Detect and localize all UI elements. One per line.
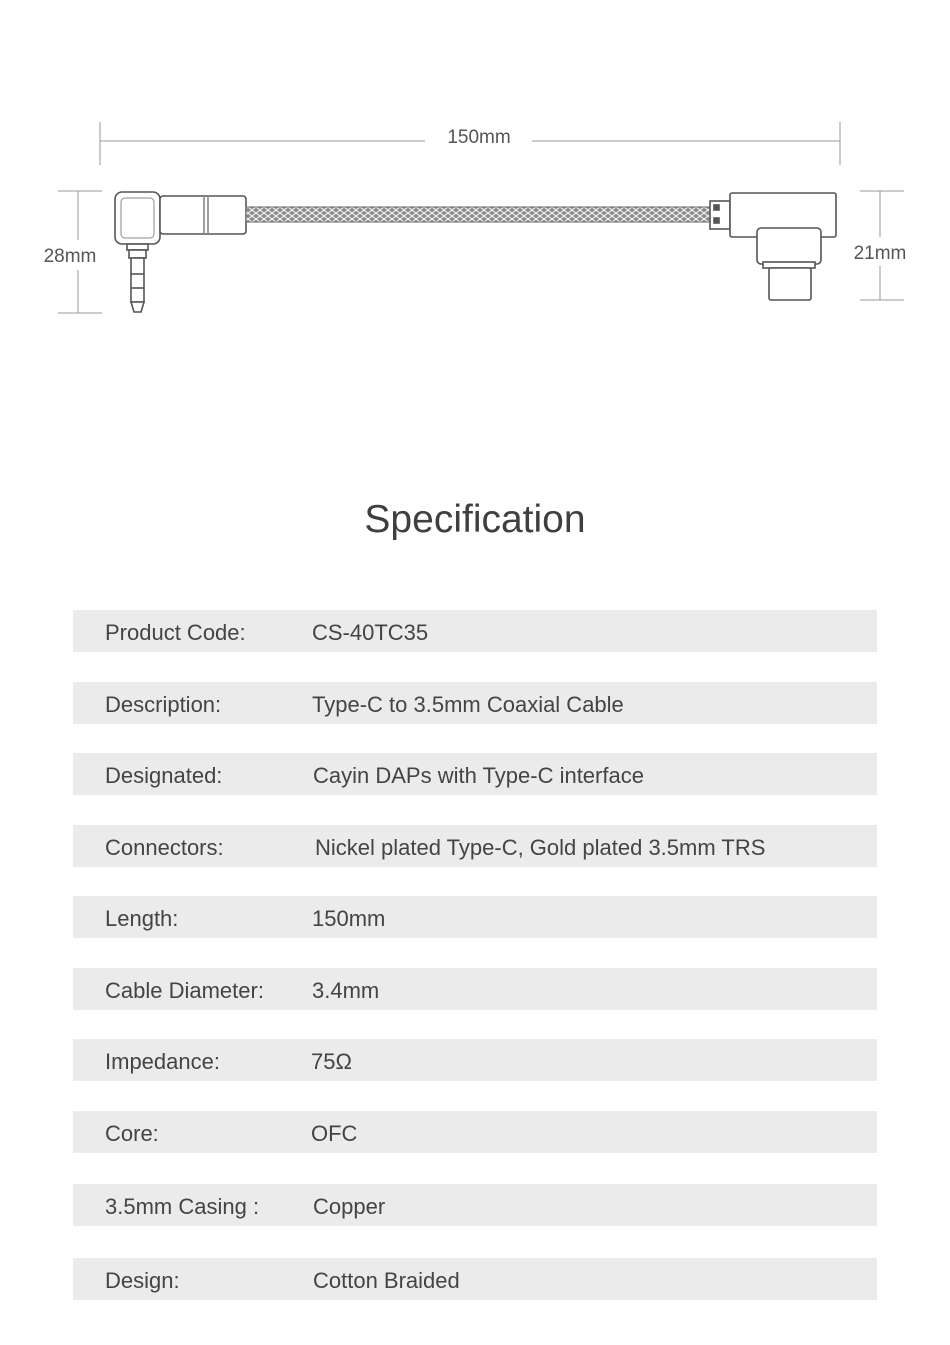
braided-cable <box>246 207 710 222</box>
spec-value: 3.4mm <box>312 978 380 1003</box>
left-height-label: 28mm <box>43 246 97 267</box>
spec-row <box>73 896 877 938</box>
spec-value: Type-C to 3.5mm Coaxial Cable <box>312 692 624 717</box>
spec-value: Nickel plated Type-C, Gold plated 3.5mm TRS <box>315 835 766 860</box>
spec-row <box>73 825 877 867</box>
length-dimension <box>100 122 840 165</box>
spec-label: Connectors: <box>105 835 224 860</box>
spec-label: Cable Diameter: <box>105 978 264 1003</box>
spec-row <box>73 610 877 652</box>
spec-value: Cayin DAPs with Type-C interface <box>313 763 644 788</box>
spec-label: Core: <box>105 1121 159 1146</box>
spec-row <box>73 968 877 1010</box>
right-height-label: 21mm <box>853 243 907 264</box>
type-c-plug-icon <box>710 193 836 300</box>
spec-label: Product Code: <box>105 620 246 645</box>
spec-row <box>73 1039 877 1081</box>
spec-label: Designated: <box>105 763 223 788</box>
spec-label: 3.5mm Casing : <box>105 1194 260 1219</box>
spec-row <box>73 1111 877 1153</box>
spec-value: CS-40TC35 <box>312 620 429 645</box>
spec-row <box>73 1258 877 1300</box>
spec-row <box>73 1184 877 1226</box>
spec-row <box>73 682 877 724</box>
spec-value: Cotton Braided <box>313 1268 460 1293</box>
spec-label: Impedance: <box>105 1049 220 1074</box>
spec-value: 150mm <box>312 906 386 931</box>
trs-plug-icon <box>115 192 246 312</box>
spec-label: Description: <box>105 692 222 717</box>
cable-dimension-diagram <box>0 0 950 360</box>
spec-value: OFC <box>311 1121 358 1146</box>
spec-row <box>73 753 877 795</box>
left-height-dimension <box>44 191 102 313</box>
spec-value: 75Ω <box>311 1049 352 1074</box>
length-label: 150mm <box>447 127 511 148</box>
specification-title: Specification <box>364 498 586 541</box>
spec-label: Design: <box>105 1268 180 1293</box>
right-height-dimension <box>854 191 907 300</box>
spec-label: Length: <box>105 906 179 931</box>
spec-value: Copper <box>313 1194 386 1219</box>
